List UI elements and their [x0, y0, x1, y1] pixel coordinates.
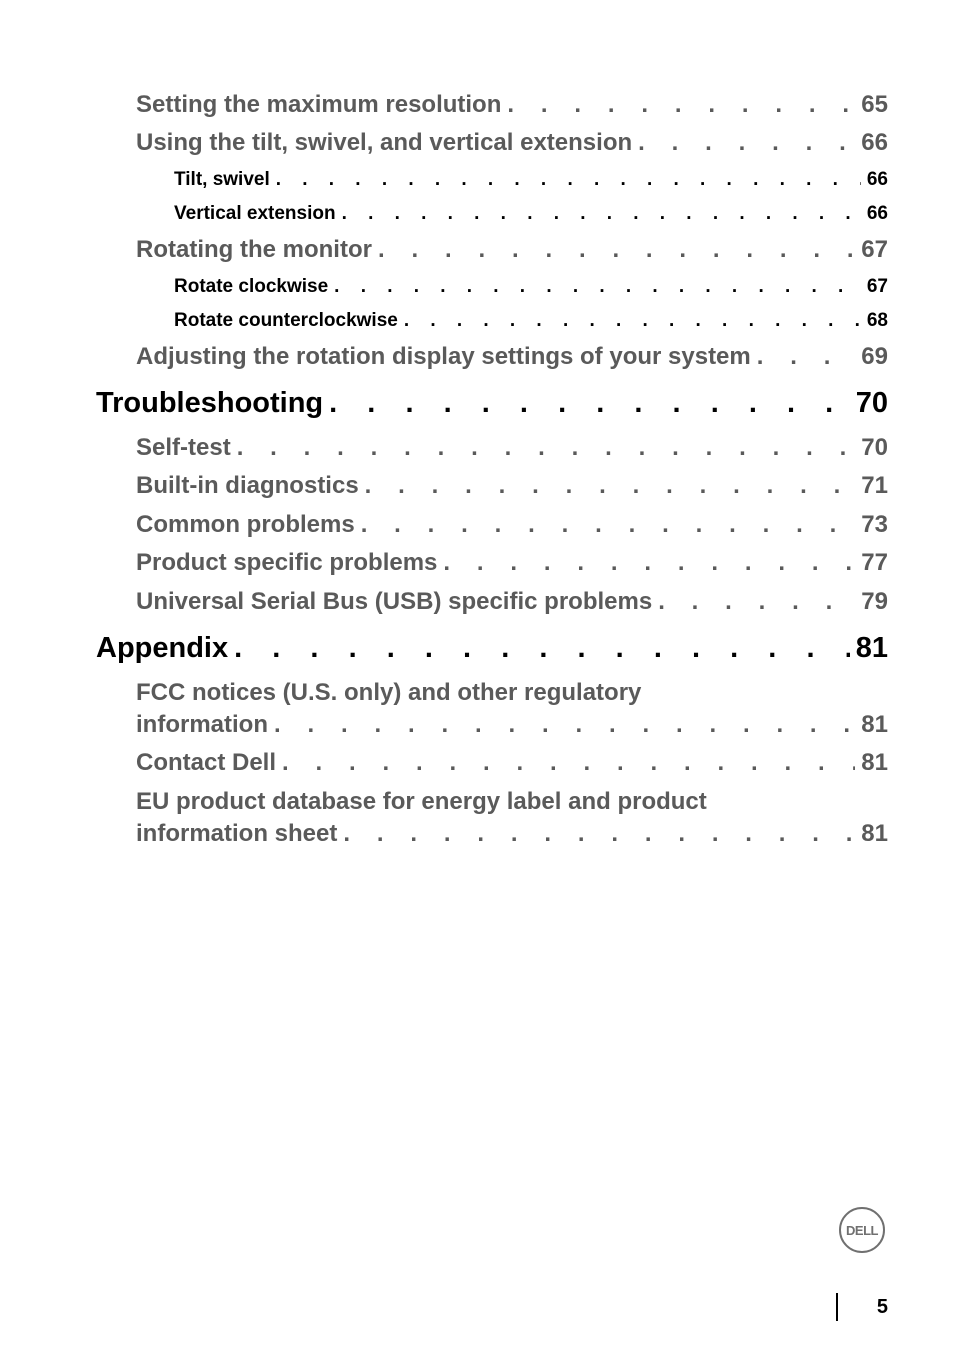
- toc-dot-leader: [276, 167, 861, 193]
- toc-dot-leader: [334, 274, 861, 300]
- toc-entry-rotation-display-settings[interactable]: [136, 341, 888, 373]
- toc-dot-leader: [757, 341, 856, 373]
- toc-entry-rotate-counterclockwise[interactable]: [174, 308, 888, 334]
- toc-entry-rotate-clockwise[interactable]: [174, 274, 888, 300]
- toc-dot-leader: [274, 709, 855, 741]
- toc-dot-leader: [404, 308, 861, 334]
- toc-entry-usb-specific-problems[interactable]: [136, 586, 888, 618]
- toc-dot-leader: [343, 818, 855, 850]
- toc-entry-page: 71: [861, 472, 888, 499]
- toc-entry-page: 69: [861, 343, 888, 370]
- toc-entry-page: 68: [866, 310, 888, 331]
- toc-chapter-troubleshooting[interactable]: [96, 385, 888, 421]
- toc-entry-setting-max-resolution[interactable]: [136, 89, 888, 121]
- toc-entry-page: 81: [861, 749, 888, 776]
- toc-entry-contact-dell[interactable]: [136, 747, 888, 779]
- toc-dot-leader: [443, 547, 855, 579]
- toc-entry-tilt-swivel[interactable]: [174, 167, 888, 193]
- toc-entry-page: 81: [861, 820, 888, 847]
- toc-dot-leader: [282, 747, 855, 779]
- toc-entry-rotating-monitor[interactable]: [136, 234, 888, 266]
- toc-entry-title: Vertical extension: [174, 203, 336, 224]
- toc-entry-page: 66: [866, 203, 888, 224]
- toc-entry-title: Contact Dell: [136, 749, 277, 776]
- toc-entry-title: Rotate clockwise: [174, 276, 329, 297]
- page-number: 5: [876, 1296, 888, 1318]
- toc-entry-page: 67: [866, 276, 888, 297]
- toc-entry-vertical-extension[interactable]: [174, 201, 888, 227]
- toc-entry-title: Using the tilt, swivel, and vertical extension: [136, 129, 633, 156]
- toc-entry-title: Universal Serial Bus (USB) specific problems: [136, 588, 653, 615]
- toc-entry-page: 81: [861, 711, 888, 738]
- toc-entry-page: 65: [861, 91, 888, 118]
- toc-chapter-title: Appendix: [96, 632, 229, 664]
- toc-chapter-title: Troubleshooting: [96, 387, 324, 419]
- toc-entry-page: 66: [866, 169, 888, 190]
- toc-entry-title: Adjusting the rotation display settings of your system: [136, 343, 751, 370]
- toc-entry-title: information: [136, 711, 268, 738]
- toc-entry-title: Rotating the monitor: [136, 236, 372, 263]
- toc-entry-page: 70: [861, 434, 888, 461]
- toc-dot-leader: [329, 385, 850, 421]
- toc-entry-common-problems[interactable]: [136, 509, 888, 541]
- toc-entry-self-test[interactable]: [136, 432, 888, 464]
- toc-entry-fcc-notices[interactable]: [136, 709, 888, 741]
- toc-chapter-page: 70: [855, 387, 888, 419]
- toc-entry-title: Rotate counterclockwise: [174, 310, 398, 331]
- toc-entry-title: information sheet: [136, 820, 338, 847]
- toc-dot-leader: [638, 127, 855, 159]
- toc-entry-fcc-notices-line1[interactable]: FCC notices (U.S. only) and other regulatory: [136, 679, 642, 706]
- toc-dot-leader: [378, 234, 855, 266]
- toc-entry-title: Tilt, swivel: [174, 169, 270, 190]
- toc-entry-page: 66: [861, 129, 888, 156]
- toc-entry-product-specific-problems[interactable]: [136, 547, 888, 579]
- toc-entry-title: Self-test: [136, 434, 231, 461]
- toc-entry-title: Common problems: [136, 511, 355, 538]
- toc-dot-leader: [507, 89, 855, 121]
- toc-dot-leader: [361, 509, 856, 541]
- toc-entry-page: 73: [861, 511, 888, 538]
- toc-entry-page: 77: [861, 549, 888, 576]
- toc-entry-title: Built-in diagnostics: [136, 472, 359, 499]
- toc-chapter-page: 81: [855, 632, 888, 664]
- toc-chapter-appendix[interactable]: [96, 630, 888, 666]
- toc-entry-page: 79: [861, 588, 888, 615]
- toc-entry-title: Setting the maximum resolution: [136, 91, 502, 118]
- toc-dot-leader: [342, 201, 861, 227]
- toc-entry-eu-database[interactable]: [136, 818, 888, 850]
- dell-logo-icon: DELL: [839, 1207, 885, 1253]
- toc-entry-tilt-swivel-vertical[interactable]: [136, 127, 888, 159]
- footer-divider: [836, 1293, 838, 1321]
- toc-dot-leader: [365, 470, 856, 502]
- toc-dot-leader: [658, 586, 855, 618]
- toc-entry-title: Product specific problems: [136, 549, 438, 576]
- toc-entry-eu-database-line1[interactable]: EU product database for energy label and product: [136, 788, 707, 815]
- toc-entry-built-in-diagnostics[interactable]: [136, 470, 888, 502]
- toc-entry-page: 67: [861, 236, 888, 263]
- toc-dot-leader: [237, 432, 856, 464]
- toc-dot-leader: [234, 630, 850, 666]
